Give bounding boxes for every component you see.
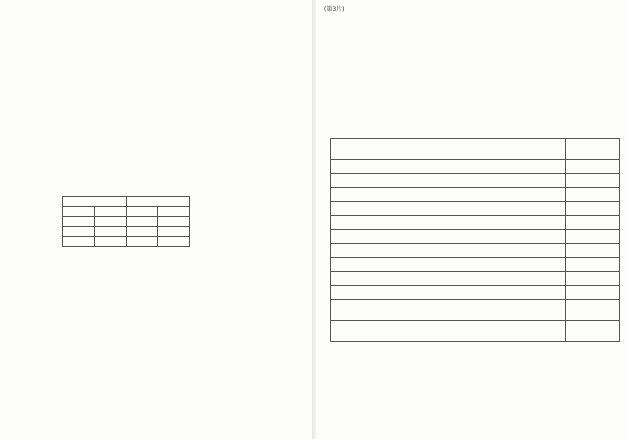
text-line — [324, 105, 616, 112]
table-cell — [63, 236, 95, 246]
text-line — [324, 361, 616, 368]
table-cell — [331, 300, 566, 321]
right-section-dividend-deduction — [324, 346, 616, 368]
table-cell — [331, 160, 566, 174]
table-cell — [565, 188, 619, 202]
text-line — [324, 40, 616, 47]
text-line — [22, 67, 302, 74]
right-page — [316, 0, 630, 439]
table-cell — [331, 202, 566, 216]
text-line — [324, 98, 616, 105]
text-line — [324, 354, 616, 361]
text-line — [22, 179, 302, 186]
text-line — [22, 88, 302, 95]
table-cell — [94, 236, 126, 246]
table-cell — [158, 216, 190, 226]
text-line — [324, 62, 616, 69]
text-line — [22, 143, 302, 150]
table-cell — [565, 258, 619, 272]
text-line — [324, 54, 616, 61]
table-cell — [565, 160, 619, 174]
table-cell — [331, 244, 566, 258]
left-page — [0, 0, 312, 439]
right-section-donation — [324, 40, 616, 133]
table-cell — [63, 196, 127, 206]
text-line — [22, 150, 302, 157]
table-cell — [331, 272, 566, 286]
table-cell — [158, 226, 190, 236]
table-cell — [331, 321, 566, 342]
text-line — [22, 74, 302, 81]
text-line — [324, 76, 616, 83]
table-cell — [565, 321, 619, 342]
text-line — [22, 81, 302, 88]
table-cell — [331, 286, 566, 300]
table-cell — [94, 206, 126, 216]
left-section-housing-loan — [22, 251, 302, 337]
text-line — [22, 258, 302, 265]
text-line — [22, 164, 302, 171]
text-line — [324, 90, 616, 97]
table-cell — [565, 216, 619, 230]
text-line — [324, 83, 616, 90]
text-line — [22, 301, 302, 308]
table-cell — [331, 188, 566, 202]
text-line — [22, 103, 302, 110]
text-line — [22, 112, 302, 119]
table-cell — [94, 226, 126, 236]
table-cell — [565, 202, 619, 216]
table-cell — [158, 236, 190, 246]
text-line — [324, 126, 616, 133]
text-line — [22, 45, 302, 52]
left-section-adjustment — [22, 135, 302, 193]
text-line — [22, 60, 302, 67]
text-line — [22, 294, 302, 301]
table-cell — [565, 286, 619, 300]
text-line — [22, 38, 302, 45]
table-cell — [331, 230, 566, 244]
table-cell — [565, 174, 619, 188]
table-cell — [331, 139, 566, 160]
text-line — [22, 280, 302, 287]
text-line — [22, 330, 302, 337]
table-cell — [565, 272, 619, 286]
table-cell — [565, 244, 619, 258]
dividend-deduction-rate-table — [62, 196, 190, 247]
page-number: (第3片) — [324, 6, 345, 13]
table-cell — [126, 206, 158, 216]
text-line — [22, 265, 302, 272]
table-cell — [565, 300, 619, 321]
text-line — [22, 119, 302, 126]
text-line — [324, 47, 616, 54]
table-cell — [126, 236, 158, 246]
text-line — [324, 69, 616, 76]
text-line — [22, 171, 302, 178]
text-line — [22, 96, 302, 103]
left-section-tax-rates — [22, 112, 302, 134]
text-line — [324, 112, 616, 119]
left-section-tax-basis — [22, 38, 302, 110]
table-cell — [331, 174, 566, 188]
text-line — [22, 157, 302, 164]
table-cell — [331, 258, 566, 272]
text-line — [22, 287, 302, 294]
text-line — [22, 135, 302, 142]
table-cell — [94, 216, 126, 226]
text-line — [22, 251, 302, 258]
text-line — [324, 119, 616, 126]
table-cell — [63, 216, 95, 226]
table-cell — [565, 230, 619, 244]
text-line — [324, 346, 616, 353]
text-line — [22, 186, 302, 193]
text-line — [22, 52, 302, 59]
table-cell — [158, 206, 190, 216]
table-cell — [63, 226, 95, 236]
text-line — [22, 273, 302, 280]
text-line — [22, 323, 302, 330]
table-cell — [565, 139, 619, 160]
table-cell — [126, 196, 190, 206]
text-line — [22, 308, 302, 315]
table-cell — [331, 216, 566, 230]
text-line — [22, 126, 302, 133]
table-cell — [126, 226, 158, 236]
special-deduction-rate-table — [330, 138, 620, 342]
text-line — [22, 316, 302, 323]
table-cell — [63, 206, 95, 216]
table-cell — [126, 216, 158, 226]
